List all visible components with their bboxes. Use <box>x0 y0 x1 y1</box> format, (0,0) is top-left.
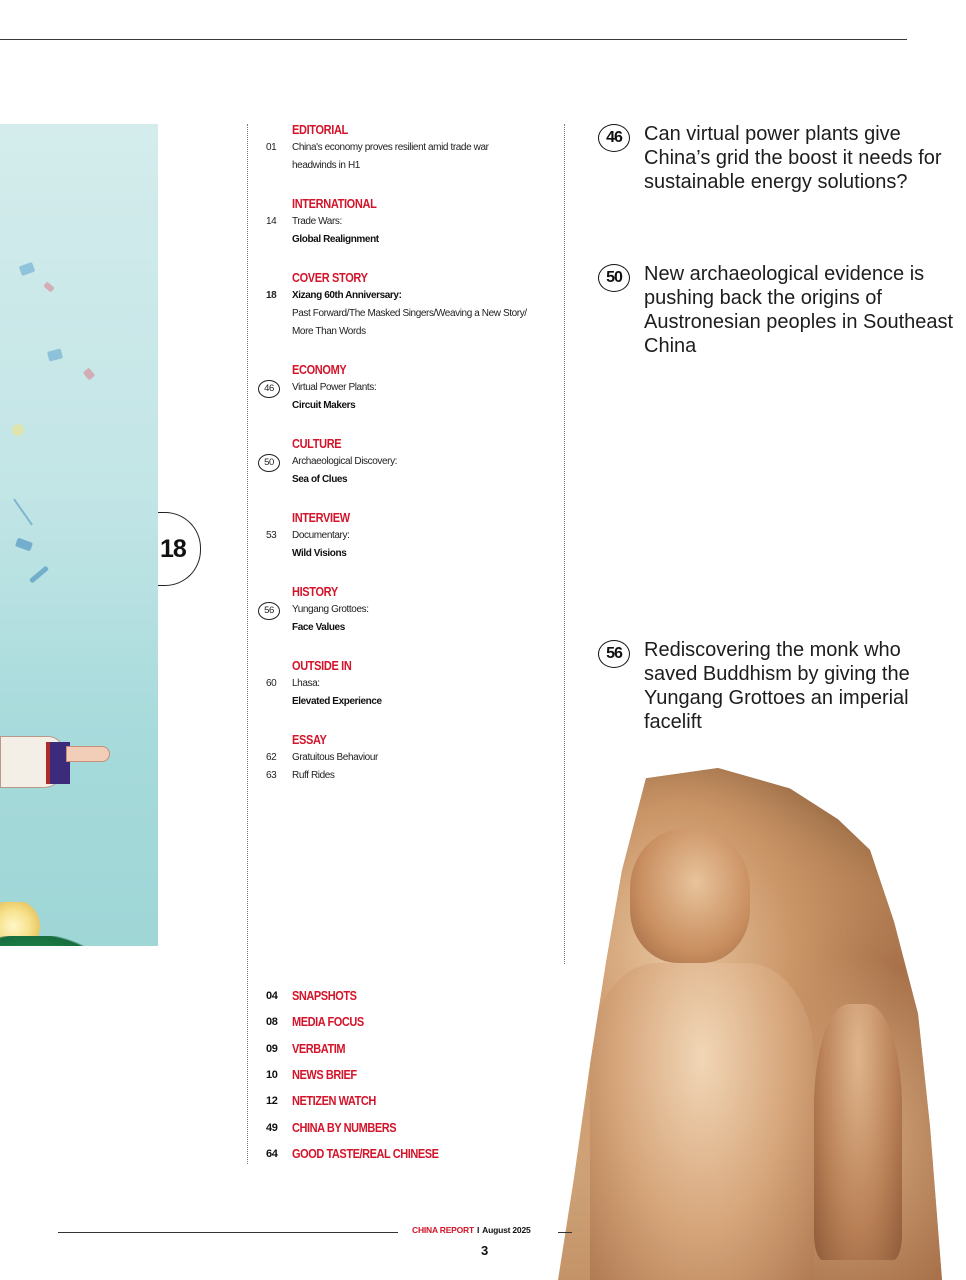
toc-section-history <box>266 583 566 637</box>
entry-kicker: Yungang Grottoes: <box>292 604 369 615</box>
toc-entry[interactable] <box>266 139 566 175</box>
page-number: 10 <box>266 1069 278 1082</box>
toc-section-international <box>266 195 566 249</box>
feature-text: New archaeological evidence is pushing back the origins of Austronesian peoples in Southeast China <box>644 263 954 357</box>
toc-entry[interactable] <box>266 601 566 637</box>
entry-kicker: Lhasa: <box>292 678 320 689</box>
toc-section-editorial <box>266 121 566 175</box>
confetti-piece <box>29 566 49 584</box>
department-label: SNAPSHOTS <box>292 989 357 1004</box>
confetti-piece <box>19 262 36 276</box>
confetti-piece <box>15 538 33 552</box>
cover-page-tab <box>158 512 201 586</box>
circled-page-number: 50 <box>598 264 630 292</box>
entry-headline: Wild Visions <box>292 548 347 559</box>
cover-illustration <box>0 124 158 946</box>
department-label: NEWS BRIEF <box>292 1068 357 1083</box>
circled-page-number: 56 <box>258 602 280 620</box>
entry-headline: Global Realignment <box>292 234 379 245</box>
circled-page-number: 46 <box>258 380 280 398</box>
cover-page-number: 18 <box>160 534 186 563</box>
toc-section-interview <box>266 509 566 563</box>
toc-section-culture <box>266 435 566 489</box>
page-number: 49 <box>266 1121 278 1134</box>
page-number: 09 <box>266 1042 278 1055</box>
figure-hand <box>66 746 110 762</box>
section-title: ESSAY <box>292 733 327 747</box>
entry-text: Gratuitous Behaviour <box>292 752 378 763</box>
department-item[interactable] <box>266 1009 459 1035</box>
section-title: INTERNATIONAL <box>292 197 377 211</box>
department-item[interactable] <box>266 983 459 1009</box>
page-number: 53 <box>266 530 277 541</box>
entry-kicker: Trade Wars: <box>292 216 342 227</box>
confetti-piece <box>43 281 55 292</box>
department-item[interactable] <box>266 1114 459 1140</box>
department-item[interactable] <box>266 1062 459 1088</box>
folio-page-number: 3 <box>481 1243 489 1258</box>
circled-page-number: 50 <box>258 454 280 472</box>
page-number: 04 <box>266 990 278 1003</box>
entry-kicker: Archaeological Discovery: <box>292 456 398 467</box>
department-label: NETIZEN WATCH <box>292 1094 376 1109</box>
circled-page-number: 46 <box>598 124 630 152</box>
buddha-statue-head <box>630 829 750 962</box>
toc-entry[interactable] <box>266 767 566 785</box>
footer-separator: I <box>476 1225 480 1235</box>
table-of-contents <box>266 121 566 805</box>
toc-entry[interactable] <box>266 675 566 711</box>
department-label: VERBATIM <box>292 1041 346 1056</box>
department-label: GOOD TASTE/REAL CHINESE <box>292 1146 439 1161</box>
entry-text: Past Forward/The Masked Singers/Weaving a New Story/ <box>292 308 527 319</box>
feature-text: Rediscovering the monk who saved Buddhism by giving the Yungang Grottoes an imperial facelift <box>644 639 910 733</box>
small-buddha-statue <box>814 1004 902 1260</box>
entry-text: headwinds in H1 <box>292 160 360 171</box>
department-item[interactable] <box>266 1141 459 1167</box>
entry-kicker: Virtual Power Plants: <box>292 382 377 393</box>
top-rule <box>0 39 907 40</box>
entry-text: More Than Words <box>292 326 366 337</box>
entry-headline: Elevated Experience <box>292 696 382 707</box>
department-item[interactable] <box>266 1036 459 1062</box>
footer-rule <box>558 1232 572 1233</box>
yungang-grotto-photo <box>558 768 958 1280</box>
confetti-piece <box>83 368 96 381</box>
section-title: HISTORY <box>292 585 338 599</box>
toc-entry[interactable] <box>266 527 566 563</box>
toc-entry[interactable] <box>266 287 566 341</box>
confetti-piece <box>47 348 63 361</box>
section-title: EDITORIAL <box>292 123 348 137</box>
page-number: 62 <box>266 752 277 763</box>
circled-page-number: 56 <box>598 640 630 668</box>
entry-headline: Circuit Makers <box>292 400 356 411</box>
feature-teaser-46[interactable] <box>598 122 958 194</box>
toc-entry[interactable] <box>266 453 566 489</box>
page-number: 60 <box>266 678 277 689</box>
page-number: 01 <box>266 142 277 153</box>
page-number: 64 <box>266 1147 278 1160</box>
toc-entry[interactable] <box>266 379 566 415</box>
section-title: CULTURE <box>292 437 342 451</box>
toc-entry[interactable] <box>266 749 566 767</box>
section-title: INTERVIEW <box>292 511 350 525</box>
footer-rule <box>58 1232 398 1233</box>
footer-issue-date: August 2025 <box>482 1225 531 1235</box>
page-number: 63 <box>266 770 277 781</box>
departments-list <box>266 983 459 1167</box>
feature-text: Can virtual power plants give China’s grid the boost it needs for sustainable energy solutions? <box>644 123 942 193</box>
toc-divider-left <box>247 124 248 1164</box>
confetti-piece <box>13 498 33 525</box>
footer-masthead <box>412 1225 531 1235</box>
page-number: 08 <box>266 1016 278 1029</box>
page-number: 14 <box>266 216 277 227</box>
toc-section-outside-in <box>266 657 566 711</box>
page-number: 12 <box>266 1095 278 1108</box>
entry-kicker: Xizang 60th Anniversary: <box>292 290 402 301</box>
toc-entry[interactable] <box>266 213 566 249</box>
feature-teaser-56[interactable] <box>598 638 958 734</box>
toc-section-essay <box>266 731 566 785</box>
section-title: COVER STORY <box>292 271 368 285</box>
department-item[interactable] <box>266 1088 459 1114</box>
toc-section-cover-story <box>266 269 566 341</box>
entry-kicker: Documentary: <box>292 530 350 541</box>
grass-mound <box>0 936 120 946</box>
section-title: ECONOMY <box>292 363 347 377</box>
feature-teaser-50[interactable] <box>598 262 958 358</box>
entry-headline: Sea of Clues <box>292 474 348 485</box>
entry-headline: Face Values <box>292 622 345 633</box>
footer-brand: CHINA REPORT <box>412 1225 474 1235</box>
entry-text: Ruff Rides <box>292 770 335 781</box>
section-title: OUTSIDE IN <box>292 659 352 673</box>
toc-section-economy <box>266 361 566 415</box>
confetti-piece <box>12 424 24 436</box>
department-label: MEDIA FOCUS <box>292 1015 364 1030</box>
entry-text: China's economy proves resilient amid trade war <box>292 142 489 153</box>
department-label: CHINA BY NUMBERS <box>292 1120 397 1135</box>
buddha-statue-body <box>590 963 814 1280</box>
page-number: 18 <box>266 290 277 301</box>
